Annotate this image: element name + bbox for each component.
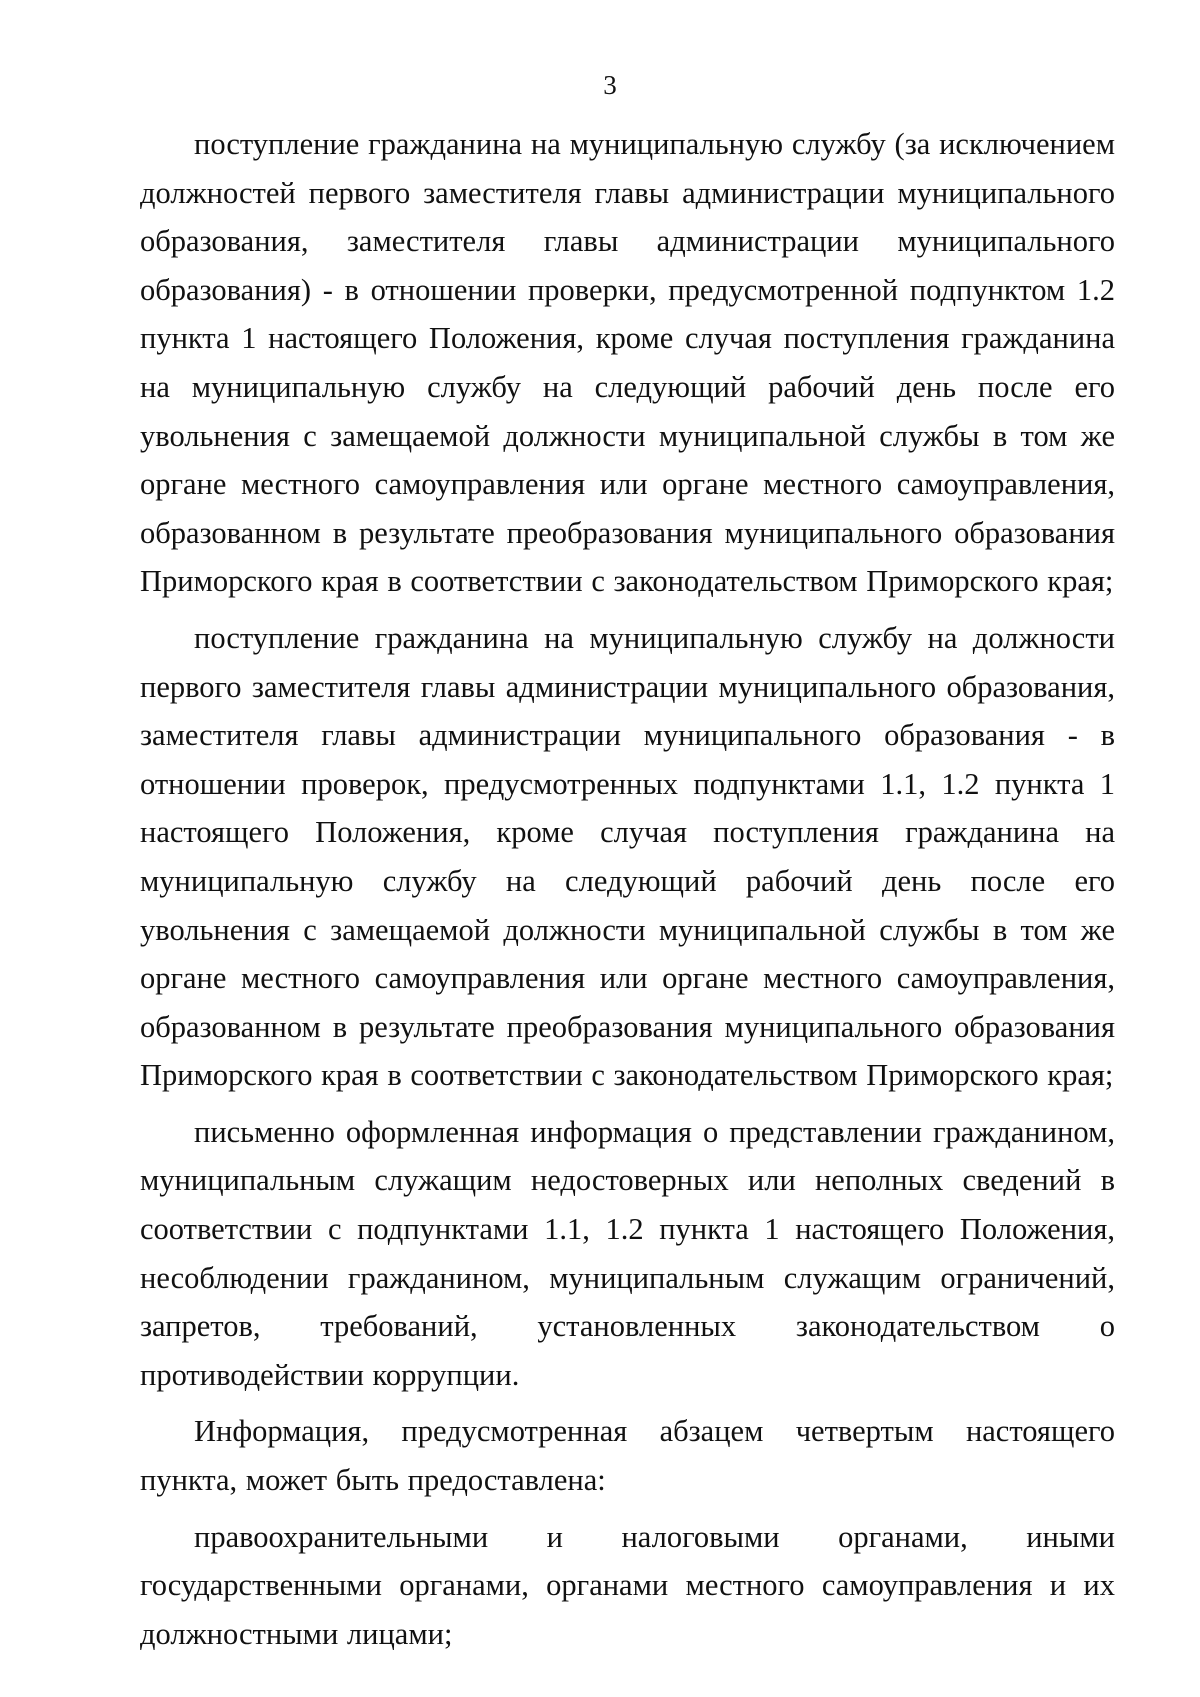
page-number: 3 (603, 70, 617, 100)
paragraph-4: Информация, предусмотренная абзацем четвертым настоящего пункта, может быть предоставлена: (140, 1414, 1115, 1498)
paragraph-1: поступление гражданина на муниципальную службу (за исключением должностей первого заместителя главы администрации муниципального образования, заместителя главы администрации муниципального образования) - в отношении проверки, предусмотренной подпунктом 1.2 пункта 1 настоящего Положения, кроме случая поступления гражданина на муниципальную службу на следующий рабочий день после его увольнения с замещаемой должности муниципальной службы в том же органе местного самоуправления или органе местного самоуправления, образованном в результате преобразования муниципального образования Приморского края в соответствии с законодательством Приморского края; (140, 127, 1115, 599)
paragraph-2: поступление гражданина на муниципальную службу на должности первого заместителя главы администрации муниципального образования, заместителя главы администрации муниципального образования - в отношении проверок, предусмотренных подпунктами 1.1, 1.2 пункта 1 настоящего Положения, кроме случая поступления гражданина на муниципальную службу на следующий рабочий день после его увольнения с замещаемой должности муниципальной службы в том же органе местного самоуправления или органе местного самоуправления, образованном в результате преобразования муниципального образования Приморского края в соответствии с законодательством Приморского края; (140, 620, 1115, 1093)
paragraph-3: письменно оформленная информация о представлении гражданином, муниципальным служащим недостоверных или неполных сведений в соответствии с подпунктами 1.1, 1.2 пункта 1 настоящего Положения, несоблюдении гражданином, муниципальным служащим ограничений, запретов, требований, установленных законодательством о противодействии коррупции. (140, 1114, 1115, 1392)
document-body (140, 120, 1115, 1658)
paragraph-5: правоохранительными и налоговыми органами, иными государственными органами, органами местного самоуправления и их должностными лицами; (140, 1519, 1115, 1651)
